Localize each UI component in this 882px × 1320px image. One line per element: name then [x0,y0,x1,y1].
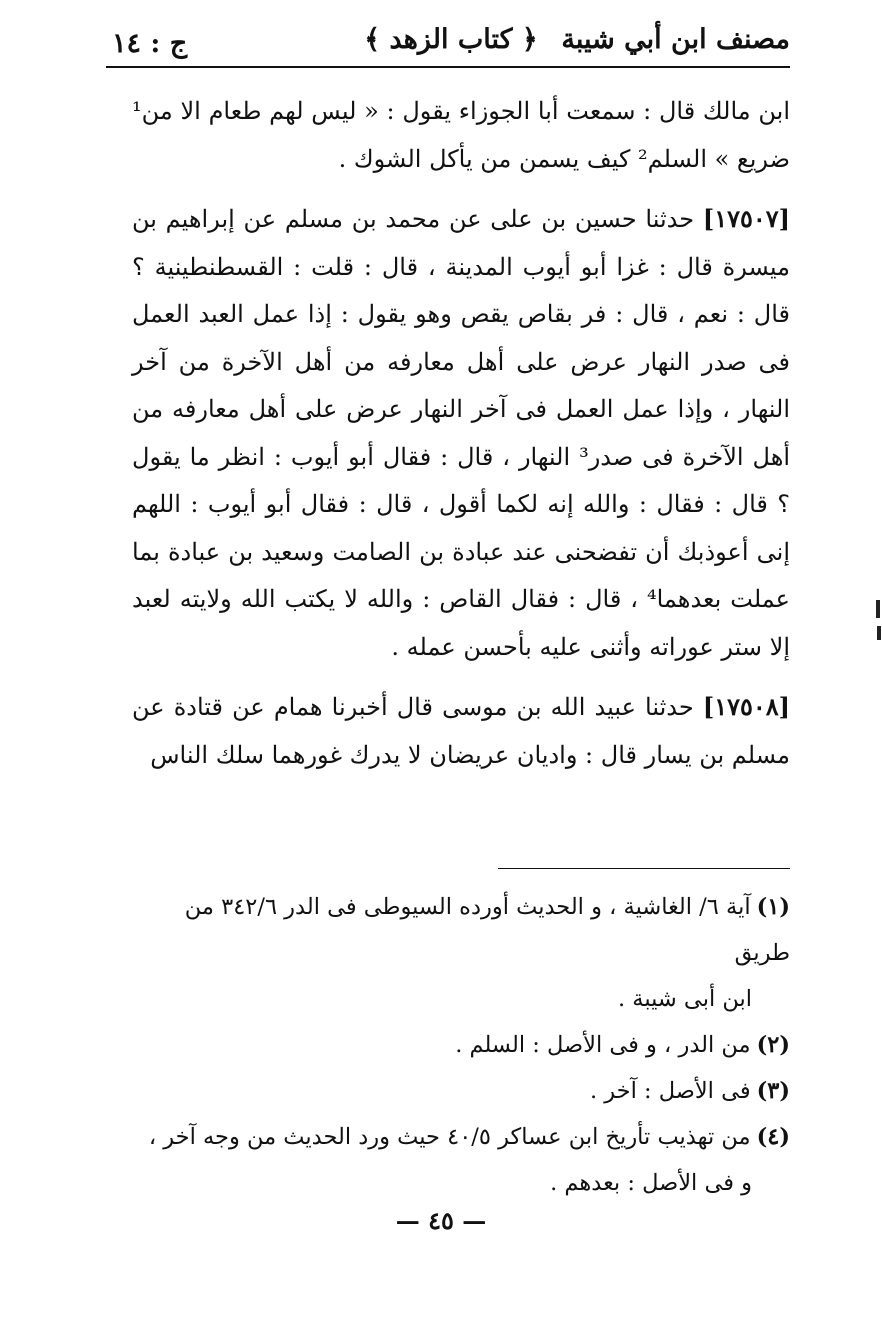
hadith-number: [١٧٥٠٨] [702,692,790,721]
scan-margin-mark [877,626,881,640]
main-text [132,88,790,779]
running-header [112,18,790,70]
footnote-text: فى الأصل : آخر . [589,1078,751,1104]
footnote-number: (٤) [756,1124,790,1150]
page-number: — ٤٥ — [395,1206,487,1235]
footnote-number: (١) [756,894,790,920]
paragraph [132,88,790,183]
footnote-text: و فى الأصل : بعدهم . [550,1170,752,1196]
footnote-number: (٢) [756,1032,790,1058]
footnote-divider [498,868,790,869]
footnote [132,884,790,976]
footnote-continuation [132,1160,790,1206]
footnote-text: من تهذيب تأريخ ابن عساكر ٤٠/٥ حيث ورد الحديث من وجه آخر ، [148,1124,751,1150]
book-title: مصنف ابن أبي شيبة [561,24,790,55]
hadith-entry [132,195,790,671]
volume-number: ج : ١٤ [112,28,188,59]
footnote [132,1068,790,1114]
footnote-text: ابن أبى شيبة . [617,986,752,1012]
hadith-number: [١٧٥٠٧] [702,204,790,233]
footnote-number: (٣) [756,1078,790,1104]
footnote-text: من الدر ، و فى الأصل : السلم . [455,1032,751,1058]
paragraph-text: ابن مالك قال : سمعت أبا الجوزاء يقول : « ليس لهم طعام الا من¹ ضريع » السلم² كيف يسمن من يأكل الشوك . [132,97,790,173]
hadith-text: حدثنا حسين بن على عن محمد بن مسلم عن إبراهيم بن ميسرة قال : غزا أبو أيوب المدينة ، قال : قلت : القسطنطينية ؟ قال : نعم ، قال : فر بقاص يقص وهو يقول : إذا عمل العبد العمل فى صدر النهار عرض على أهل معارفه من أهل الآخرة من آخر النهار ، وإذا عمل العمل فى آخر النهار عرض على أهل معارفه من أهل الآخرة فى صدر³ النهار ، قال : فقال أبو أيوب : انظر ما يقول ؟ قال : فقال : والله إنه لكما أقول ، قال : فقال أبو أيوب : اللهم إنى أعوذبك أن تفضحنى عند عبادة بن الصامت وسعيد بن عبادة بما عملت بعدهما⁴ ، قال : فقال القاص : والله لا يكتب الله ولايته لعبد إلا ستر عوراته وأثنى عليه بأحسن عمله . [132,205,791,661]
hadith-text: حدثنا عبيد الله بن موسى قال أخبرنا همام عن قتادة عن مسلم بن يسار قال : واديان عريضان لا يدرك غورهما سلك الناس [132,693,790,769]
footnote-text: آية ٦/ الغاشية ، و الحديث أورده السيوطى فى الدر ٣٤٢/٦ من طريق [184,894,790,966]
footnote-continuation [132,976,790,1022]
hadith-entry [132,683,790,779]
header-divider [106,66,790,68]
section-title: ﴿ كتاب الزهد ﴾ [364,24,538,55]
footnotes [132,884,790,1206]
scan-margin-mark [876,600,880,618]
footnote [132,1022,790,1068]
footnote [132,1114,790,1160]
